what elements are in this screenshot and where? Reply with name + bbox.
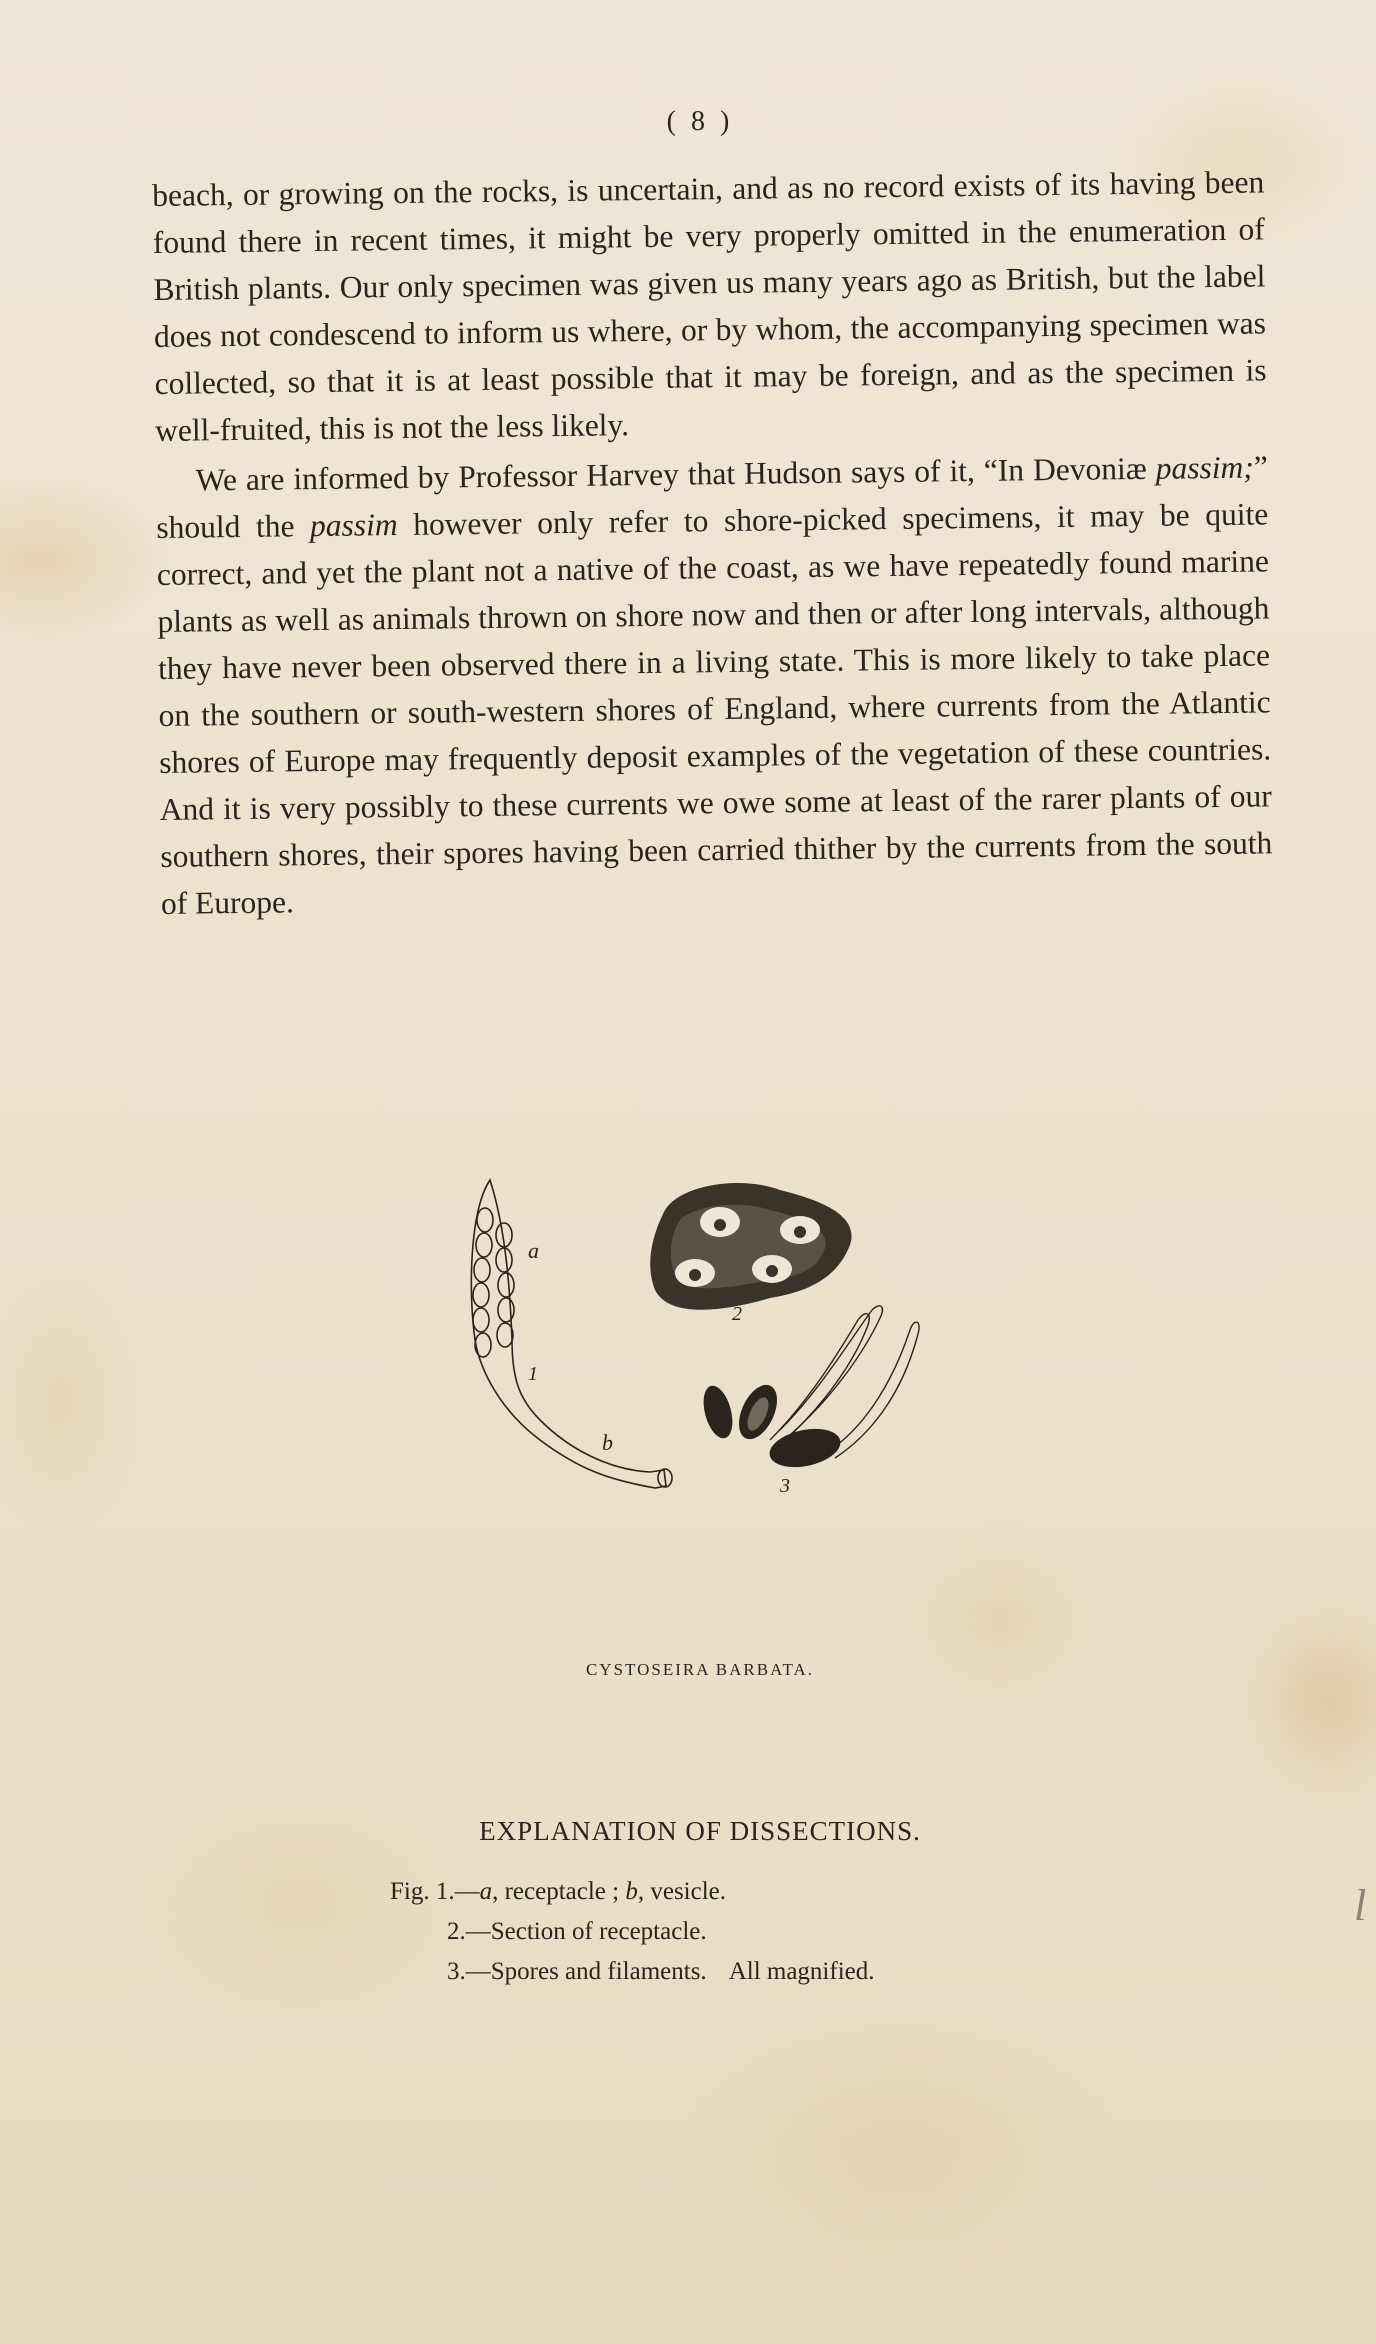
dissection-list <box>390 1872 875 1992</box>
page-number: ( 8 ) <box>666 106 734 137</box>
body-text <box>152 158 1273 927</box>
botanical-illustration <box>440 1170 960 1640</box>
label-b: b <box>602 1430 613 1455</box>
label-a: a <box>528 1238 539 1263</box>
paragraph-1: beach, or growing on the rocks, is uncertain, and as no record exists of its having been found there in recent times, it might be very properly omitted in the enumeration of British plants. Our only specimen was given us many years ago as British, but the label does not condescend to inform us where, or by whom, the accompanying specimen was collected, so that it is at least possible that it may be foreign, and as the specimen is well-fruited, this is not the less likely. <box>152 164 1267 448</box>
list-item: Fig. 1.—a, receptacle ; b, vesicle. <box>390 1878 727 1905</box>
label-fig3: 3 <box>780 1475 790 1497</box>
figure-caption: CYSTOSEIRA BARBATA. <box>585 1660 815 1679</box>
explanation-heading: EXPLANATION OF DISSECTIONS. <box>479 1816 921 1846</box>
fig3-spores-drawing <box>698 1306 919 1473</box>
fig1-receptacle-drawing <box>471 1180 672 1488</box>
fig2-section-drawing <box>650 1183 851 1310</box>
margin-pencil-mark: l <box>1354 1881 1367 1930</box>
label-fig2: 2 <box>732 1303 742 1325</box>
list-item: 2.—Section of receptacle. <box>447 1918 707 1945</box>
paragraph-2: We are informed by Professor Harvey that Hudson says of it, “In Devoniæ passim;” should the passim however only refer to shore-picked specimens, it may be quite correct, and yet the plant not a native of the coast, as we have repeatedly found marine plants as well as animals thrown on shore now and then or after long intervals, although they have never been observed there in a living state. This is more likely to take place on the southern or south-western shores of England, where currents from the Atlantic shores of Europe may frequently deposit examples of the vegetation of these countries. And it is very possibly to these currents we owe some at least of the rarer plants of our southern shores, their spores having been carried thither by the currents from the south of Europe. <box>156 449 1273 921</box>
list-item: 3.—Spores and filaments. All magnified. <box>447 1958 875 1985</box>
label-fig1: 1 <box>528 1363 538 1385</box>
